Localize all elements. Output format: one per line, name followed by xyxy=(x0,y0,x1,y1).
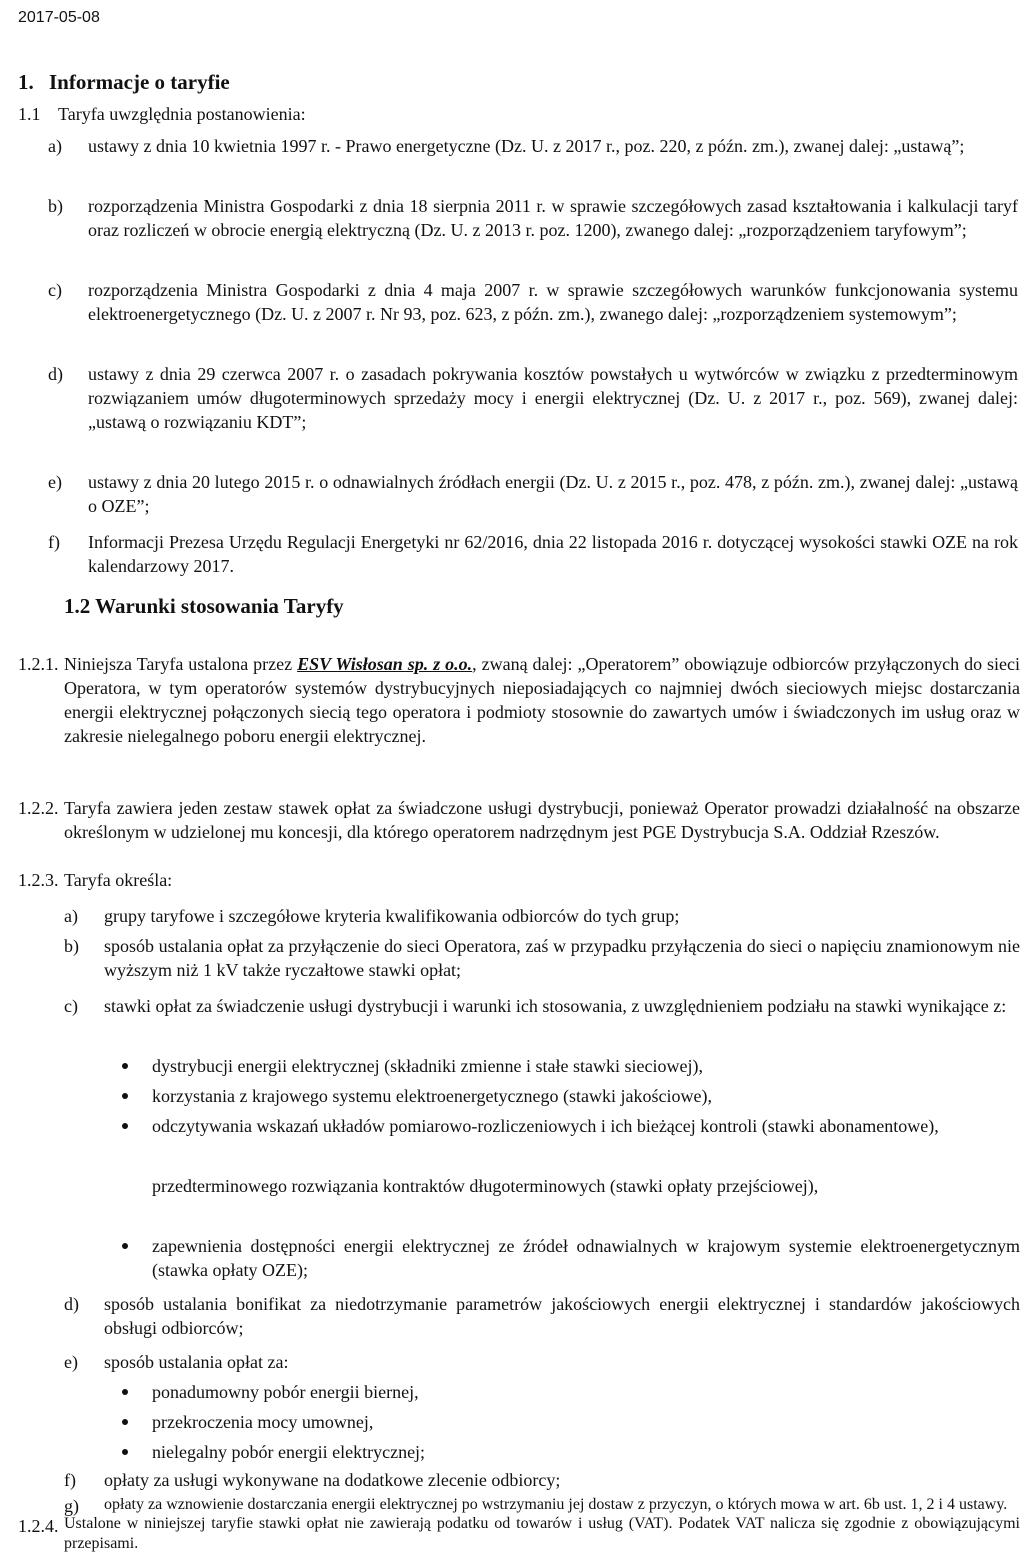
document-date: 2017-05-08 xyxy=(18,9,100,26)
section-1-2-heading: 1.2 Warunki stosowania Taryfy xyxy=(64,594,344,618)
list-item-text: stawki opłat za świadczenie usługi dystrybucji i warunki ich stosowania, z uwzględnieniem podziału na stawki wynikające z: xyxy=(104,996,1007,1016)
bullet-text: przedterminowego rozwiązania kontraktów długoterminowych (stawki opłaty przejściowej), xyxy=(152,1176,819,1196)
bullet-text: odczytywania wskazań układów pomiarowo-rozliczeniowych i ich bieżącej kontroli (stawki abonamentowe), xyxy=(152,1116,939,1136)
list-item-text: rozporządzenia Ministra Gospodarki z dnia 4 maja 2007 r. w sprawie szczegółowych warunków funkcjonowania systemu elektroenergetycznego (Dz. U. z 2007 r. Nr 93, poz. 623, z późn. zm.), zwanego dalej: „rozporządzeniem systemowym”; xyxy=(88,280,1018,324)
list-item-label: c) xyxy=(48,280,62,300)
list-item-text: ustawy z dnia 29 czerwca 2007 r. o zasadach pokrywania kosztów powstałych u wytwórców w związku z przedterminowym rozwiązaniem umów długoterminowych sprzedaży mocy i energii elektrycznej (Dz. U. z 2017 r., poz. 569), zwanej dalej: „ustawą o rozwiązaniu KDT”; xyxy=(88,364,1018,432)
bullet-dot xyxy=(122,1449,128,1455)
paragraph-number: 1.2.4. xyxy=(18,1516,59,1536)
paragraph-number: 1.2.2. xyxy=(18,798,59,818)
bullet-dot xyxy=(122,1389,128,1395)
list-item-text: sposób ustalania bonifikat za niedotrzymanie parametrów jakościowych energii elektrycznej i standardów jakościowych obsługi odbiorców; xyxy=(104,1294,1020,1338)
list-item-label: b) xyxy=(48,196,63,216)
document-page: 2017-05-08 1. Informacje o taryfie 1.1 Taryfa uwzględnia postanowienia: a) ustawy z dnia 10 kwietnia 1997 r. - Prawo energetyczne (Dz. U. z 2017 r., poz. 220, z późn. zm.), zwanej dalej: „ustawą”; b) rozporządzenia Ministra Gospodarki z dnia 18 sierpnia 2011 r. w sprawie szczegółowych zasad kształtowania i kalkulacji taryf oraz rozliczeń w obrocie energią elektryczną (Dz. U. z 2013 r. poz. 1200), zwanego dalej: „rozporządzeniem taryfowym”; c) rozporządzenia Ministra Gospodarki z dnia 4 maja 2007 r. w sprawie szczegółowych warunków funkcjonowania systemu elektroenergetycznego (Dz. U. z 2007 r. Nr 93, poz. 623, z późn. zm.), zwanego dalej: „rozporządzeniem systemowym”; d) ustawy z dnia 29 czerwca 2007 r. o zasadach pokrywania kosztów powstałych u wytwórców w związku z przedterminowym rozwiązaniem umów długoterminowych sprzedaży mocy i energii elektrycznej (Dz. U. z 2017 r., poz. 569), zwanej dalej: „ustawą o rozwiązaniu KDT”; e) ustawy z dnia 20 lutego 2015 r. o odnawialnych źródłach energii (Dz. U. z 2015 r., poz. 478, z późn. zm.), zwanej dalej: „ustawą o OZE”; f) Informacji Prezesa Urzędu Regulacji Energetyki nr 62/2016, dnia 22 listopada 2016 r. dotyczącej wysokości stawki OZE na rok kalendarzowy 2017. 1.2 Warunki stosowania Taryfy 1.2.1. Niniejsza Taryfa ustalona przez ESV Wisłosan sp. z o.o., zwaną dalej: „Operatorem” obowiązuje odbiorców przyłączonych do sieci Operatora, w tym operatorów systemów dystrybucyjnych nieposiadających co najmniej dwóch sieciowych miejsc dostarczania energii elektrycznej połączonych siecią tego operatora i podmioty stosownie do zawartych umów i świadczonych im usług oraz w zakresie nielegalnego poboru energii elektrycznej. 1.2.2. Taryfa zawiera jeden zestaw stawek opłat za świadczone usługi dystrybucji, ponieważ Operator prowadzi działalność na obszarze określonym w udzielonej mu koncesji, dla którego operatorem nadrzędnym jest PGE Dystrybucja S.A. Oddział Rzeszów. 1.2.3. Taryfa określa: a) grupy taryfowe i szczegółowe kryteria kwalifikowania odbiorców do tych grup; b) sposób ustalania opłat za przyłączenie do sieci Operatora, zaś w przypadku przyłączenia do sieci o napięciu znamionowym nie wyższym niż 1 kV także ryczałtowe stawki opłat; c) stawki opłat za świadczenie usługi dystrybucji i warunki ich stosowania, z uwzględnieniem podziału na stawki wynikające z: dystrybucji energii elektrycznej (składniki zmienne i stałe stawki sieciowej), korzystania z krajowego systemu elektroenergetycznego (stawki jakościowe), odczytywania wskazań układów pomiarowo-rozliczeniowych i ich bieżącej kontroli (stawki abonamentowe), przedterminowego rozwiązania kontraktów długoterminowych (stawki opłaty przejściowej), zapewnienia dostępności energii elektrycznej ze źródeł odnawialnych w krajowym systemie elektroenergetycznym (stawka opłaty OZE); d) sposób ustalania bonifikat za niedotrzymanie parametrów jakościowych energii elektrycznej i standardów jakościowych obsługi odbiorców; e) sposób ustalania opłat za: ponadumowny pobór energii biernej, przekroczenia mocy umownej, nielegalny pobór energii elektrycznej; f) opłaty za usługi wykonywane na dodatkowe zlecenie odbiorcy; g) opłaty za wznowienie dostarczania energii elektrycznej po wstrzymaniu jej dostaw z przyczyn, o których mowa w art. 6b ust. 1, 2 i 4 ustawy. 1.2.4. Ustalone w niniejszej taryfie stawki opłat nie zawierają podatku od towarów i usług (VAT). Podatek VAT nalicza się zgodnie z obowiązującymi przepisami. xyxy=(0,0,1024,1560)
list-item-text: opłaty za wznowienie dostarczania energii elektrycznej po wstrzymaniu jej dostaw z przyczyn, o których mowa w art. 6b ust. 1, 2 i 4 ustawy. xyxy=(104,1496,1008,1513)
list-item-text: Informacji Prezesa Urzędu Regulacji Energetyki nr 62/2016, dnia 22 listopada 2016 r. dotyczącej wysokości stawki OZE na rok kalendarzowy 2017. xyxy=(88,532,1018,576)
list-item-text: grupy taryfowe i szczegółowe kryteria kwalifikowania odbiorców do tych grup; xyxy=(104,906,680,926)
paragraph-text: Ustalone w niniejszej taryfie stawki opłat nie zawierają podatku od towarów i usług (VAT). Podatek VAT nalicza się zgodnie z obowiązującymi przepisami. xyxy=(64,1515,1020,1552)
list-item-text: rozporządzenia Ministra Gospodarki z dnia 18 sierpnia 2011 r. w sprawie szczegółowych zasad kształtowania i kalkulacji taryf oraz rozliczeń w obrocie energią elektryczną (Dz. U. z 2013 r. poz. 1200), zwanego dalej: „rozporządzeniem taryfowym”; xyxy=(88,196,1018,240)
bullet-text: ponadumowny pobór energii biernej, xyxy=(152,1382,419,1402)
paragraph-number: 1.2.3. xyxy=(18,870,59,890)
list-item-label: f) xyxy=(48,532,60,552)
list-item-text: ustawy z dnia 10 kwietnia 1997 r. - Prawo energetyczne (Dz. U. z 2017 r., poz. 220, z późn. zm.), zwanej dalej: „ustawą”; xyxy=(88,136,965,156)
bullet-text: nielegalny pobór energii elektrycznej; xyxy=(152,1442,426,1462)
list-item-text: ustawy z dnia 20 lutego 2015 r. o odnawialnych źródłach energii (Dz. U. z 2015 r., poz. 478, z późn. zm.), zwanej dalej: „ustawą o OZE”; xyxy=(88,472,1018,516)
section-1-heading xyxy=(18,70,230,94)
bullet-dot xyxy=(122,1243,128,1249)
subsection-1-1-text: Taryfa uwzględnia postanowienia: xyxy=(58,104,306,124)
bullet-dot xyxy=(122,1419,128,1425)
bullet-text: dystrybucji energii elektrycznej (składniki zmienne i stałe stawki sieciowej), xyxy=(152,1056,703,1076)
list-item-text: sposób ustalania opłat za przyłączenie do sieci Operatora, zaś w przypadku przyłączenia do sieci o napięciu znamionowym nie wyższym niż 1 kV także ryczałtowe stawki opłat; xyxy=(104,936,1020,980)
subsection-1-1-number: 1.1 xyxy=(18,104,41,124)
paragraph-text: Taryfa określa: xyxy=(64,870,173,890)
paragraph-text-pre: Niniejsza Taryfa ustalona przez xyxy=(64,654,298,674)
bullet-dot xyxy=(122,1123,128,1129)
company-name: ESV Wisłosan sp. z o.o. xyxy=(297,654,473,674)
section-1-number: 1. xyxy=(18,70,34,94)
bullet-dot xyxy=(122,1093,128,1099)
paragraph-text: Taryfa zawiera jeden zestaw stawek opłat za świadczone usługi dystrybucji, ponieważ Operator prowadzi działalność na obszarze określonym w udzielonej mu koncesji, dla którego operatorem nadrzędnym jest PGE Dystrybucja S.A. Oddział Rzeszów. xyxy=(64,798,1020,842)
bullet-text: przekroczenia mocy umownej, xyxy=(152,1412,374,1432)
subsection-1-1 xyxy=(18,102,306,126)
list-item-text: sposób ustalania opłat za: xyxy=(104,1352,289,1372)
list-item-text: opłaty za usługi wykonywane na dodatkowe zlecenie odbiorcy; xyxy=(104,1470,561,1490)
bullet-text: zapewnienia dostępności energii elektrycznej ze źródeł odnawialnych w krajowym systemie elektroenergetycznym (stawka opłaty OZE); xyxy=(152,1236,1020,1280)
list-item-label: d) xyxy=(48,364,63,384)
list-item-label: e) xyxy=(48,472,62,492)
paragraph-text-post: , zwaną dalej: „Operatorem” obowiązuje odbiorców przyłączonych do sieci Operatora, w tym operatorów systemów dystrybucyjnych nieposiadających co najmniej dwóch sieciowych miejsc dostarczania energii elektrycznej połączonych siecią tego operatora i podmioty stosownie do zawartych umów i świadczonych im usług oraz w zakresie nielegalnego poboru energii elektrycznej. xyxy=(64,654,1021,746)
paragraph-text xyxy=(64,652,1020,748)
paragraph-number: 1.2.1. xyxy=(18,654,59,674)
bullet-text: korzystania z krajowego systemu elektroenergetycznego (stawki jakościowe), xyxy=(152,1086,712,1106)
list-item-label: a) xyxy=(48,136,62,156)
bullet-dot xyxy=(122,1063,128,1069)
section-1-title: Informacje o taryfie xyxy=(49,70,230,94)
